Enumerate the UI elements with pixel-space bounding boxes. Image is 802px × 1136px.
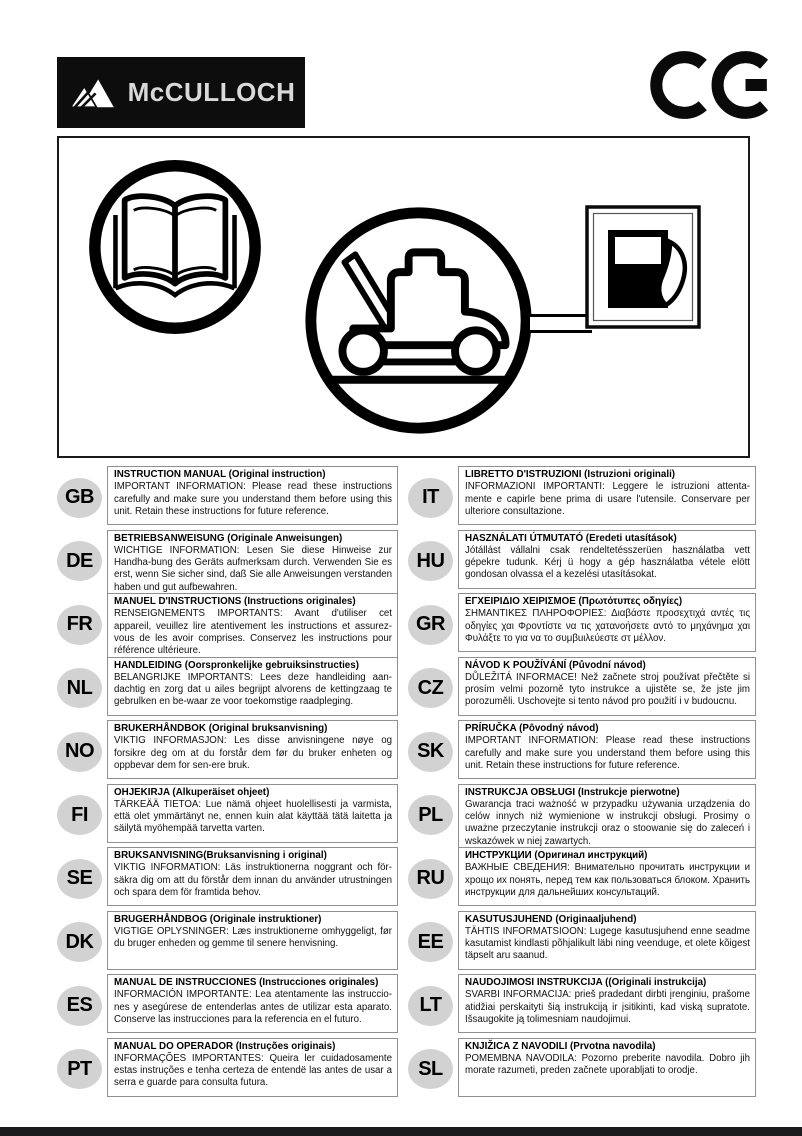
language-row-fr: [57, 593, 398, 657]
language-row-nl: [57, 657, 398, 721]
language-badge-fi: FI: [57, 795, 102, 835]
entry-body: TÄHTIS INFORMATSIOON: Lugege kasutusjuhend enne seadme kasutamist kindlasti põhjalikult läbi ning veenduge, et olete kõigest täpselt aru saanud.: [465, 925, 750, 962]
language-badge-no: NO: [57, 732, 102, 772]
language-row-it: [408, 466, 756, 530]
language-list-left: [57, 466, 398, 1101]
language-entry-pl: [458, 784, 756, 852]
language-entry-lt: [458, 974, 756, 1033]
language-badge-it: IT: [408, 478, 453, 518]
entry-body: WICHTIGE INFORMATION: Lesen Sie diese Hinweise zur Handha-bung des Geräts aufmerksam durch. Verwenden Sie es erst, wenn Sie sicher sind, daß Sie alle Anweisungen verstanden haben und gut aufbewahren.: [114, 544, 392, 593]
language-entry-dk: [107, 911, 398, 970]
entry-title: KASUTUSJUHEND (Originaaljuhend): [465, 913, 637, 925]
language-entry-hu: [458, 530, 756, 589]
language-badge-hu: HU: [408, 541, 453, 581]
language-badge-nl: NL: [57, 668, 102, 708]
language-entry-ee: [458, 911, 756, 970]
language-row-ru: [408, 847, 756, 911]
language-badge-de: DE: [57, 541, 102, 581]
language-badge-fr: FR: [57, 605, 102, 645]
language-entry-se: [107, 847, 398, 906]
entry-title: HASZNÁLATI ÚTMUTATÓ (Eredeti utasítások): [465, 532, 677, 544]
entry-title: MANUAL DO OPERADOR (Instruções originais): [114, 1040, 336, 1052]
language-badge-ee: EE: [408, 922, 453, 962]
entry-title: HANDLEIDING (Oorspronkelijke gebruiksinstructies): [114, 659, 359, 671]
language-entry-de: [107, 530, 398, 598]
language-entry-fr: [107, 593, 398, 661]
language-entry-fi: [107, 784, 398, 843]
fuel-line-connector: [530, 314, 592, 333]
language-row-lt: [408, 974, 756, 1038]
entry-body: INFORMAÇÕES IMPORTANTES: Queira ler cuidadosamente estas instruções e tenha certeza de entendë las antes de usar a serra e guarde para consulta futura.: [114, 1052, 392, 1089]
entry-title: BRUKERHÅNDBOK (Original bruksanvisning): [114, 723, 328, 734]
language-row-pt: [57, 1038, 398, 1102]
entry-body: INFORMACIÓN IMPORTANTE: Lea atentamente las instruccio-nes y asegúrese de entenderlas antes de utilizar esta aparato. Conserve las instrucciones para la referencia en el futuro.: [114, 989, 392, 1025]
entry-title: ΕΓΧΕΙΡΙΔΙΟ ΧΕΙΡΙΣΜΟΕ (Πρωτότυπες οδηγίες): [465, 596, 683, 607]
entry-body: TÄRKEÄÄ TIETOA: Lue nämä ohjeet huolellisesti ja varmista, että olet ymmärtänyt ne, ennen kuin alat käyttää tätä laitetta ja säilytä myöhempää tarvetta varten.: [114, 798, 392, 835]
language-badge-dk: DK: [57, 922, 102, 962]
language-entry-gr: [458, 593, 756, 652]
language-row-no: [57, 720, 398, 784]
entry-body: INFORMAZIONI IMPORTANTI: Leggere le istruzioni attenta-mente e capirle bene prima di usare l'utensile. Conservare per ulteriore consultazione.: [465, 481, 750, 517]
language-row-es: [57, 974, 398, 1038]
entry-body: IMPORTANT INFORMATION: Please read these instructions carefully and make sure you understand them before using this unit. Retain these instructions for future reference.: [465, 735, 750, 771]
language-entry-gb: [107, 466, 398, 525]
brand-wordmark: McCULLOCH: [127, 77, 296, 107]
entry-title: KNJIŽICA Z NAVODILI (Prvotna navodila): [465, 1040, 656, 1052]
language-badge-gr: GR: [408, 605, 453, 645]
entry-title: BETRIEBSANWEISUNG (Originale Anweisungen): [114, 532, 343, 544]
language-entry-es: [107, 974, 398, 1033]
entry-title: BRUGERHÅNDBOG (Originale instruktioner): [114, 913, 322, 925]
fuel-pump-icon: [585, 205, 701, 329]
entry-title: PRÍRUČKA (Pôvodný návod): [465, 723, 599, 734]
language-badge-ru: RU: [408, 859, 453, 899]
entry-body: DŮLEŽITÁ INFORMACE! Než začnete stroj používat přečtěte si prosím velmi pozorně tyto instrukce a ujistěte se, že jste jim porozuměli. Uschovejte si tento návod pro použití i v budoucnu.: [465, 671, 750, 708]
read-manual-icon: [89, 160, 261, 334]
entry-body: VIKTIG INFORMASJON: Les disse anvisningene nøye og forsikre deg om at du forstår dem før du bruker enheten og oppbevar dem for sen-ere bruk.: [114, 735, 392, 771]
language-row-se: [57, 847, 398, 911]
entry-title: ИНСТРУКЦИИ (Оригинал инструкций): [465, 850, 648, 861]
language-row-ee: [408, 911, 756, 975]
language-row-cz: [408, 657, 756, 721]
footer-bar: [0, 1127, 802, 1136]
language-entry-pt: [107, 1038, 398, 1097]
language-badge-cz: CZ: [408, 668, 453, 708]
entry-title: NAUDOJIMOSI INSTRUKCIJA ((Originali instrukcija): [465, 977, 707, 988]
entry-body: ВАЖНЫЕ СВЕДЕНИЯ: Внимательно прочитать инструкции и хрощо их понять, перед тем как пользоваться блоком. Хранить инструкции для дальнейших консультаций.: [465, 862, 750, 898]
entry-title: BRUKSANVISNING(Bruksanvisning i original): [114, 850, 327, 861]
pictogram-panel: [57, 136, 750, 458]
language-entry-nl: [107, 657, 398, 716]
entry-body: BELANGRIJKE IMPORTANTS: Lees deze handleiding aan-dachtig en zorg dat u ailes begrijpt alvorens de kettingzaag te gebrulken en be-waar ze voor toekomstige raadpleging.: [114, 671, 392, 708]
entry-title: INSTRUKCJA OBSŁUGI (Instrukcje pierwotne): [465, 786, 680, 798]
entry-body: Jótállást vállalni csak rendeltetésszerüen használatba vett gépekre tudunk. Kérj ü hogy a gép használatba vétele elött gondosan olvassa el a kezelési utasításokat.: [465, 544, 750, 581]
entry-body: IMPORTANT INFORMATION: Please read these instructions carefully and make sure you understand them before using this unit. Retain these instructions for future reference.: [114, 481, 392, 517]
language-list-right: [408, 466, 756, 1101]
entry-body: ΣΗΜΑΝΤΙΚΕΣ ΠΛΗΡΟΦΟΡΙΕΣ: Διαβάστε προσεχτιχά αντές τις οδηγίες χαι Φροντίστε να τις χατανοήσετε αντό το μηχάνημα χαι Φυλάξτε το για να το συμβuιλεύεστε στ μέλλον.: [465, 608, 750, 644]
entry-title: INSTRUCTION MANUAL (Original instruction): [114, 469, 326, 480]
language-row-dk: [57, 911, 398, 975]
ce-mark-icon: [648, 46, 778, 124]
entry-body: Gwarancja traci ważność w przypadku używania urządzenia do celów innych niż wymienione w instrukcji obsługi. Prosimy o uważne przeczytanie instrukcji oraz o stoowanie się do zaleceń i wskazówek w niej zawartych.: [465, 798, 750, 847]
language-badge-se: SE: [57, 859, 102, 899]
language-entry-sl: [458, 1038, 756, 1097]
entry-body: SVARBI INFORMACIJA: prieš pradedant dirbti įrenginiu, prašome atidžiai perskaityti šią instrukciją ir įsitikinti, kad viską supratote. Išsaugokite ją tolimesniam naudojimui.: [465, 989, 750, 1025]
language-badge-lt: LT: [408, 986, 453, 1026]
entry-title: MANUEL D'INSTRUCTIONS (Instructions originales): [114, 596, 356, 607]
language-row-sl: [408, 1038, 756, 1102]
language-badge-pl: PL: [408, 795, 453, 835]
language-row-pl: [408, 784, 756, 848]
language-badge-sl: SL: [408, 1049, 453, 1089]
language-badge-pt: PT: [57, 1049, 102, 1089]
language-row-gr: [408, 593, 756, 657]
entry-body: VIKTIG INFORMATION: Läs instruktionerna noggrant och för-säkra dig om att du förstår dem innan du använder utrustningen och spara dem för framtida behov.: [114, 862, 392, 898]
language-badge-sk: SK: [408, 732, 453, 772]
language-row-sk: [408, 720, 756, 784]
entry-body: RENSEIGNEMENTS IMPORTANTS: Avant d'utiliser cet appareil, veuillez lire atentivement les instructions et assurez-vous de les avoir comprises. Conservez les instructions pour référence ultérieure.: [114, 608, 392, 657]
entry-title: NÁVOD K POUŽÍVÁNÍ (Původní návod): [465, 659, 646, 671]
entry-title: LIBRETTO D'ISTRUZIONI (Istruzioni originali): [465, 469, 676, 480]
entry-title: MANUAL DE INSTRUCCIONES (Instrucciones originales): [114, 977, 379, 988]
language-row-hu: [408, 530, 756, 594]
language-row-fi: [57, 784, 398, 848]
entry-body: VIGTIGE OPLYSNINGER: Læs instruktionerne omhyggeligt, før du bruger enheden og gemme til senere henvisning.: [114, 925, 392, 950]
language-entry-sk: [458, 720, 756, 779]
entry-body: POMEMBNA NAVODILA: Pozorno preberite navodila. Dobro jih morate razumeti, preden začnete uporabljati to orodje.: [465, 1052, 750, 1077]
language-entry-ru: [458, 847, 756, 906]
lawn-mower-icon: [300, 202, 537, 439]
language-entry-it: [458, 466, 756, 525]
language-entry-no: [107, 720, 398, 779]
brand-logo: [57, 57, 305, 128]
entry-title: OHJEKIRJA (Alkuperäiset ohjeet): [114, 786, 270, 798]
language-entry-cz: [458, 657, 756, 716]
language-badge-gb: GB: [57, 478, 102, 518]
language-row-de: [57, 530, 398, 594]
language-badge-es: ES: [57, 986, 102, 1026]
mountain-icon: [67, 74, 119, 111]
language-row-gb: [57, 466, 398, 530]
